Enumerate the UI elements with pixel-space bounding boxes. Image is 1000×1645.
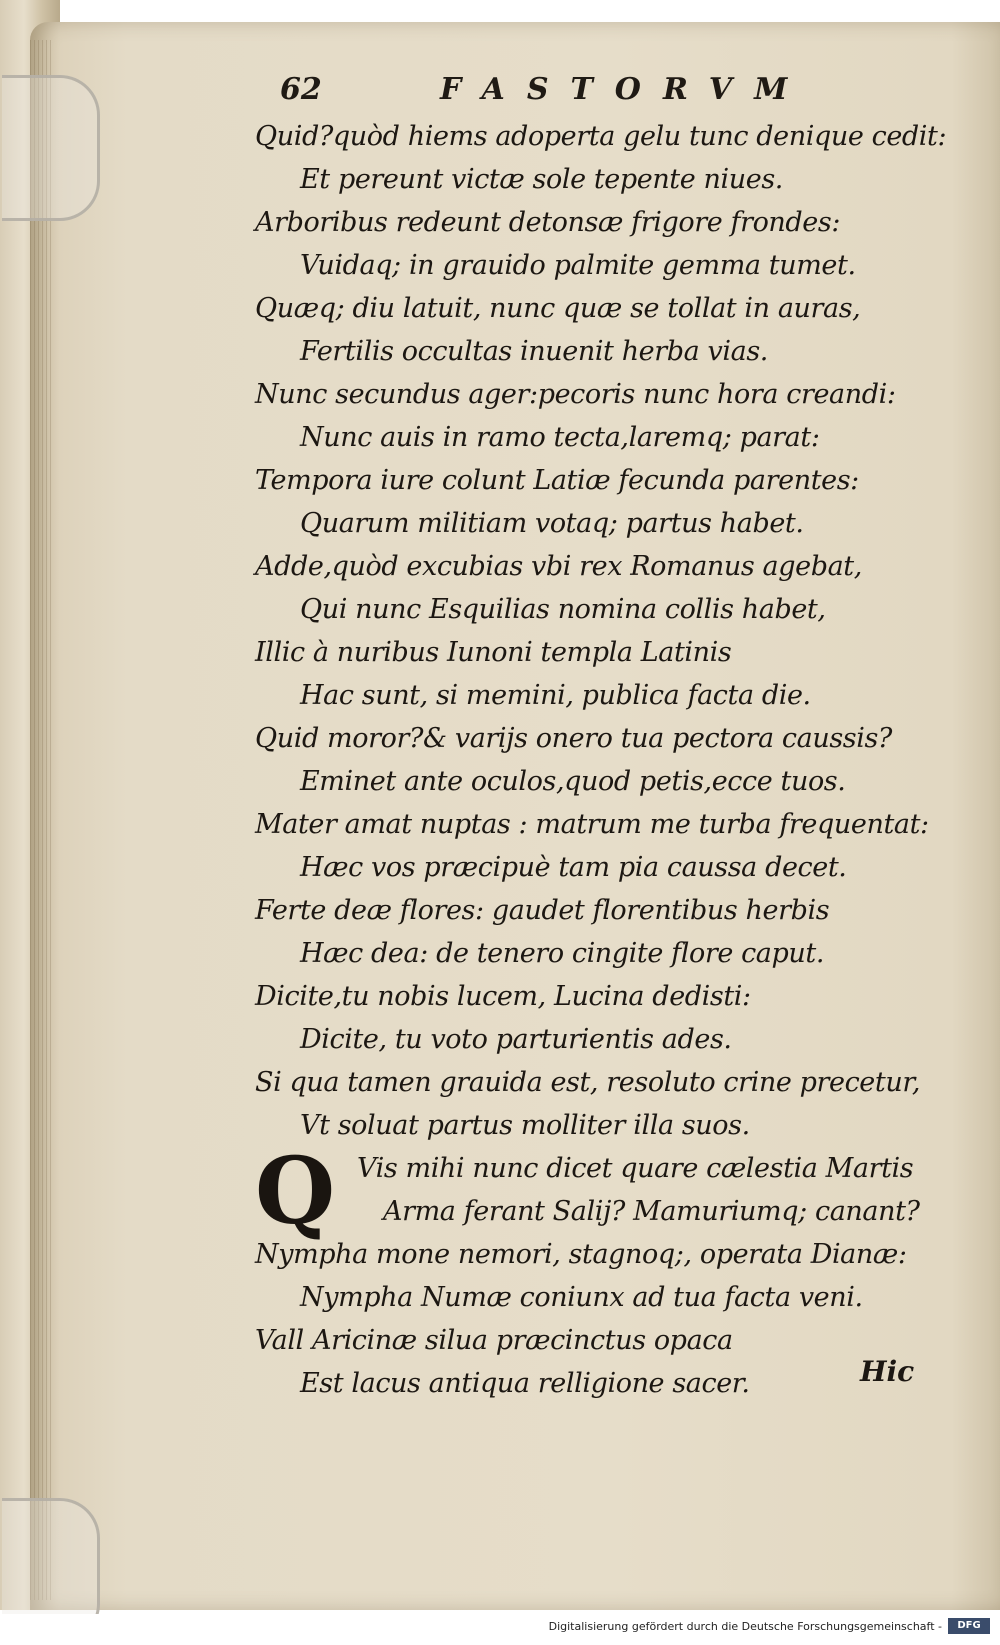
verse-text-block: [255, 115, 975, 1405]
verse-line: Mater amat nuptas : matrum me turba frequentat:: [255, 809, 929, 840]
verse-line: Ferte deæ flores: gaudet florentibus herbis: [255, 895, 830, 926]
verse-line: Nympha mone nemori, stagnoq;, operata Dianæ:: [255, 1239, 907, 1270]
verse-line: Eminet ante oculos,quod petis,ecce tuos.: [300, 766, 846, 797]
verse-line: Hæc vos præcipuè tam pia caussa decet.: [300, 852, 847, 883]
section-line-2: Arma ferant Salij? Mamuriumq; canant?: [383, 1196, 920, 1227]
verse-line: Dicite, tu voto parturientis ades.: [300, 1024, 732, 1055]
verse-line: Vuidaq; in grauido palmite gemma tumet.: [300, 250, 856, 281]
verse-line: Arboribus redeunt detonsæ frigore frondes:: [255, 207, 841, 238]
dfg-logo: DFG: [948, 1618, 990, 1634]
section-line-1: Vis mihi nunc dicet quare cælestia Martis: [357, 1153, 914, 1184]
verse-line: Adde,quòd excubias vbi rex Romanus agebat,: [255, 551, 862, 582]
verse-line: Illic à nuribus Iunoni templa Latinis: [255, 637, 732, 668]
verse-line: Qui nunc Esquilias nomina collis habet,: [300, 594, 826, 625]
verse-line: Nunc secundus ager:pecoris nunc hora creandi:: [255, 379, 896, 410]
verse-line: Dicite,tu nobis lucem, Lucina dedisti:: [255, 981, 751, 1012]
page-clip-top: [2, 75, 100, 221]
verse-line: Nunc auis in ramo tecta,laremq; parat:: [300, 422, 820, 453]
verse-line: Hac sunt, si memini, publica facta die.: [300, 680, 811, 711]
verse-line: Est lacus antiqua relligione sacer.: [300, 1368, 750, 1399]
verses-before: [255, 115, 975, 1147]
drop-cap-initial: Q: [255, 1137, 335, 1245]
page-number: 62: [280, 72, 322, 107]
section-start: [255, 1137, 975, 1245]
verse-line: Quarum militiam votaq; partus habet.: [300, 508, 804, 539]
verse-line: Fertilis occultas inuenit herba vias.: [300, 336, 768, 367]
verse-line: Et pereunt victæ sole tepente niues.: [300, 164, 783, 195]
footer-bar: [0, 1614, 1000, 1645]
running-title: FASTORVM: [440, 72, 810, 107]
page-gutter: [30, 40, 52, 1600]
verse-line: Quæq; diu latuit, nunc quæ se tollat in auras,: [255, 293, 861, 324]
verse-line: Quid moror?& varijs onero tua pectora caussis?: [255, 723, 892, 754]
verse-line: Quid?quòd hiems adoperta gelu tunc denique cedit:: [255, 121, 947, 152]
catchword: Hic: [860, 1355, 915, 1388]
verse-line: Vt soluat partus molliter illa suos.: [300, 1110, 750, 1141]
verse-line: Tempora iure colunt Latiæ fecunda parentes:: [255, 465, 859, 496]
verse-line: Si qua tamen grauida est, resoluto crine precetur,: [255, 1067, 921, 1098]
verse-line: Vall Aricinæ silua præcinctus opaca: [255, 1325, 733, 1356]
funding-credit: Digitalisierung gefördert durch die Deutsche Forschungsgemeinschaft -: [548, 1620, 942, 1633]
verse-line: Hæc dea: de tenero cingite flore caput.: [300, 938, 825, 969]
page-header: [280, 72, 810, 112]
verse-line: Nympha Numæ coniunx ad tua facta veni.: [300, 1282, 863, 1313]
